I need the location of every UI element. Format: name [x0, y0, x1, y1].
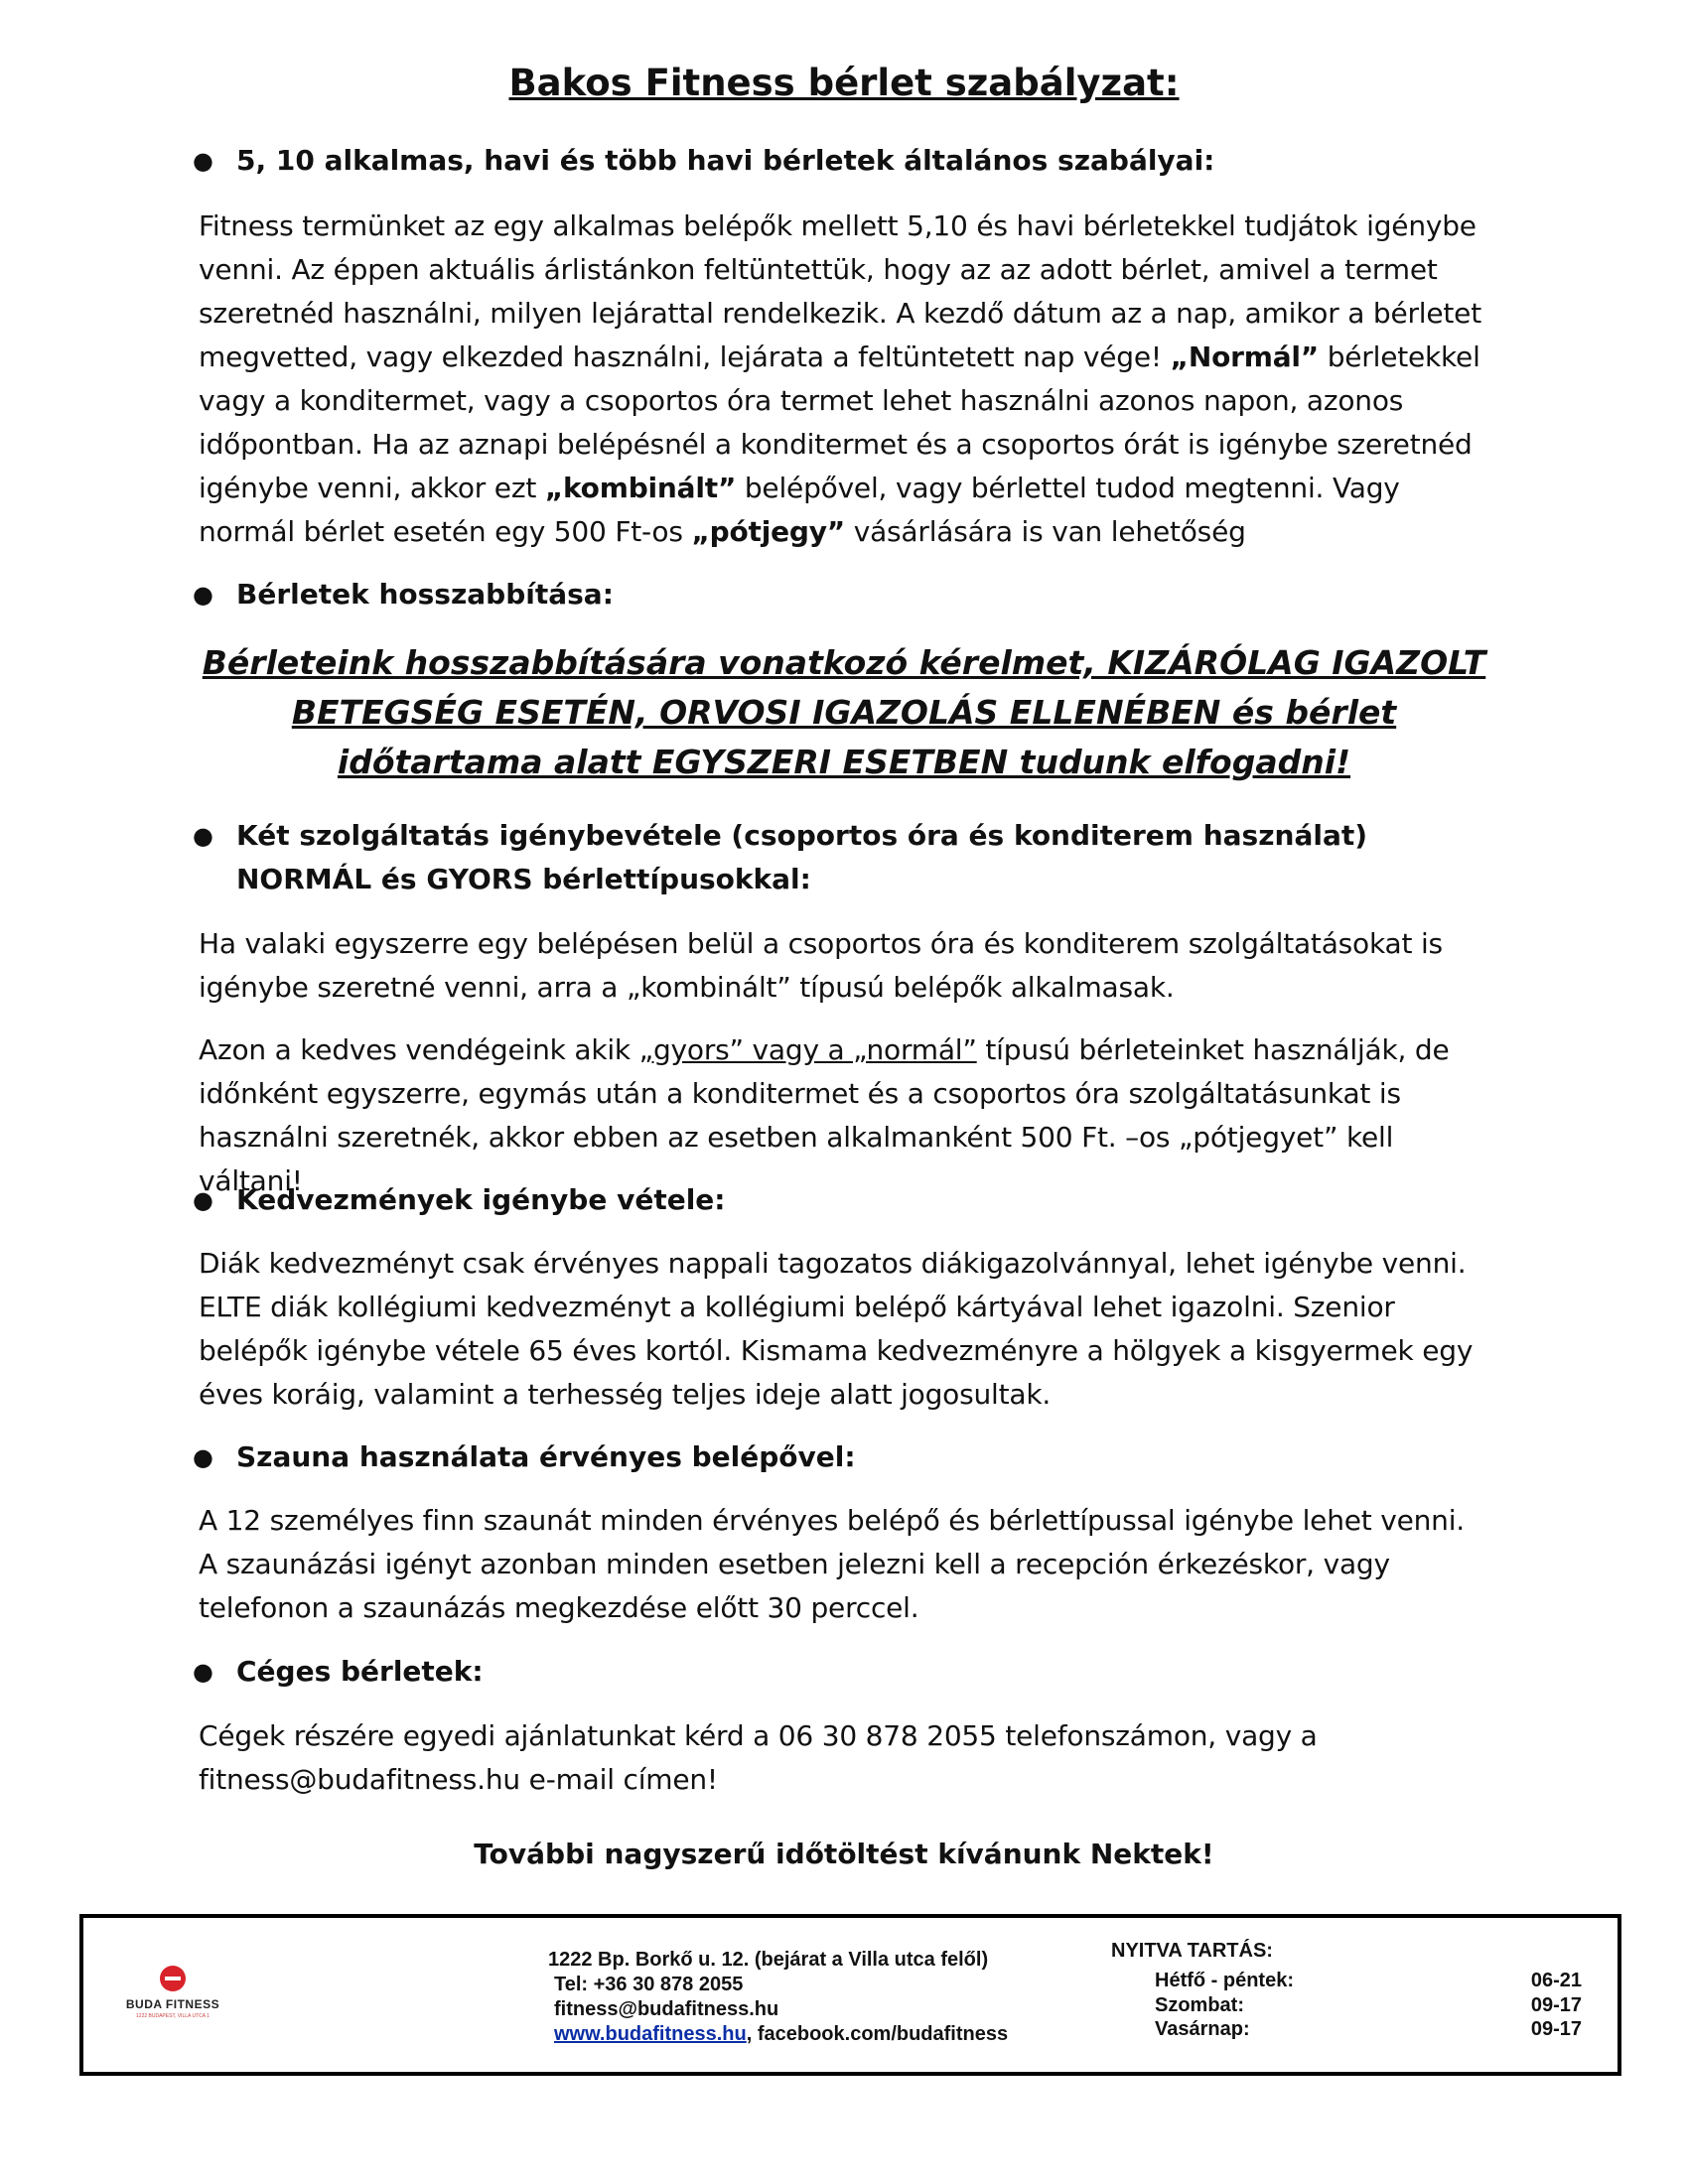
section-heading-sauna — [193, 1435, 1477, 1479]
closing-line: További nagyszerű időtöltést kívánunk Nektek! — [474, 1838, 1214, 1870]
bold-potjegy: „pótjegy” — [691, 515, 846, 548]
two-services-paragraph-2 — [199, 1028, 1489, 1203]
bullet-icon: ● — [193, 822, 213, 850]
opening-hours-title: NYITVA TARTÁS: — [1111, 1940, 1273, 1962]
section-heading-text: Céges bérletek: — [236, 1655, 484, 1688]
hours-time: 09-17 — [1530, 2018, 1582, 2040]
section-heading-text: Kedvezmények igénybe vétele: — [236, 1183, 726, 1216]
underlined-gyors-normal: „gyors” vagy a „normál” — [638, 1033, 977, 1066]
sauna-paragraph: A 12 személyes finn szaunát minden érvényes belépő és bérlettípussal igénybe lehet venni. A szaunázási igényt azonban minden esetben jelezni kell a recepción érkezéskor, vagy telefonon a szaunázás megkezdése előtt 30 perccel. — [199, 1504, 1466, 1624]
email[interactable]: fitness@budafitness.hu — [554, 1998, 779, 2020]
facebook-text: , facebook.com/budafitness — [746, 2023, 1009, 2045]
buda-fitness-logo — [113, 1966, 232, 2035]
hours-time: 09-17 — [1530, 1994, 1582, 2016]
phone: Tel: +36 30 878 2055 — [554, 1974, 744, 1995]
section-heading-corporate — [193, 1650, 1477, 1694]
section-heading-text: 5, 10 alkalmas, havi és több havi bérletek általános szabályai: — [236, 144, 1215, 177]
logo-name: BUDA FITNESS — [125, 1997, 220, 2011]
bold-kombinalt: „kombinált” — [544, 472, 737, 504]
section-heading-text: Bérletek hosszabbítása: — [236, 578, 614, 611]
section-heading-discounts — [193, 1178, 1477, 1222]
bullet-icon: ● — [193, 1186, 213, 1214]
text-run: Azon a kedves vendégeink akik — [199, 1033, 639, 1066]
section-heading-text: Szauna használata érvényes belépővel: — [236, 1440, 856, 1473]
text-run: Fitness termünket az egy alkalmas belépők mellett 5,10 és havi bérletekkel tudjátok igénybe venni. Az éppen aktuális árlistánkon feltüntettük, hogy az az adott bérlet, amivel a termet szeretnéd használni, milyen lejárattal rendelkezik. A kezdő dátum az a nap, amikor a bérletet megvetted, vagy elkezded használni, lejárata a feltüntetett nap vége! — [199, 209, 1481, 373]
text-run: vásárlására is van lehetőség — [845, 515, 1246, 548]
two-services-paragraph-1: Ha valaki egyszerre egy belépésen belül a csoportos óra és konditerem szolgáltatásokat is igénybe szeretné venni, arra a „kombinált” típusú belépők alkalmasak. — [199, 927, 1443, 1004]
discounts-paragraph: Diák kedvezményt csak érvényes nappali tagozatos diákigazolvánnyal, lehet igénybe venni. ELTE diák kollégiumi kedvezményt a kollégiumi belépő kártyával lehet igazolni. Szenior belépők igénybe vétele 65 éves kortól. Kismama kedvezményre a hölgyek a kisgyermek egy éves koráig, valamint a terhesség teljes ideje alatt jogosultak. — [199, 1247, 1474, 1411]
document-title: Bakos Fitness bérlet szabályzat: — [508, 62, 1180, 104]
website-link[interactable]: www.budafitness.hu — [554, 2023, 747, 2045]
hours-day: Szombat: — [1155, 1994, 1244, 2016]
text-run: típusú bérleteinket használják, de időnként egyszerre, egymás után a konditermet és a csoportos óra szolgáltatásunkat is használni szeretnék, akkor ebben az esetben alkalmanként 500 Ft. –os „pótjegyet” kell váltani! — [199, 1033, 1450, 1197]
hours-row — [1155, 1994, 1582, 2017]
hours-day: Vasárnap: — [1155, 2018, 1250, 2040]
section-heading-text: Két szolgáltatás igénybevétele (csoportos óra és konditerem használat) NORMÁL és GYORS bérlettípusokkal: — [236, 819, 1368, 895]
hours-row — [1155, 1970, 1582, 1992]
bullet-icon: ● — [193, 1443, 213, 1471]
address: 1222 Bp. Borkő u. 12. (bejárat a Villa utca felől) — [548, 1949, 989, 1971]
bullet-icon: ● — [193, 147, 213, 175]
bold-normal: „Normál” — [1170, 341, 1319, 373]
section-heading-extension — [193, 573, 1477, 616]
web-line — [548, 2022, 1008, 2047]
corporate-paragraph: Cégek részére egyedi ajánlatunkat kérd a 06 30 878 2055 telefonszámon, vagy a fitness@budafitness.hu e-mail címen! — [199, 1719, 1318, 1796]
dumbbell-icon — [160, 1966, 186, 1991]
hours-row — [1155, 2018, 1582, 2041]
section-heading-two-services — [193, 814, 1458, 901]
bullet-icon: ● — [193, 581, 213, 609]
text-run: belépővel, vagy bérlettel tudod megtenni. Vagy normál bérlet esetén egy 500 Ft-os — [199, 472, 1400, 548]
contact-block — [548, 1948, 1008, 2047]
hours-day: Hétfő - péntek: — [1155, 1970, 1294, 1991]
hours-time: 06-21 — [1530, 1970, 1582, 1991]
text-run: bérletekkel vagy a konditermet, vagy a csoportos óra termet lehet használni azonos napon, azonos időpontban. Ha az aznapi belépésnél a konditermet és a csoportos órát is igénybe szeretnéd igénybe venni, akkor ezt — [199, 341, 1480, 504]
section-heading-general-rules — [193, 139, 1477, 183]
bullet-icon: ● — [193, 1658, 213, 1686]
footer-box — [79, 1914, 1621, 2076]
extension-notice: Bérleteink hosszabbítására vonatkozó kérelmet, KIZÁRÓLAG IGAZOLT BETEGSÉG ESETÉN, ORVOSI IGAZOLÁS ELLENÉBEN és bérlet időtartama alatt EGYSZERI ESETBEN tudunk elfogadni! — [202, 643, 1486, 781]
general-rules-paragraph — [199, 205, 1489, 554]
logo-subtitle: 1222 BUDAPEST, VILLA UTCA 1 — [136, 2013, 210, 2019]
